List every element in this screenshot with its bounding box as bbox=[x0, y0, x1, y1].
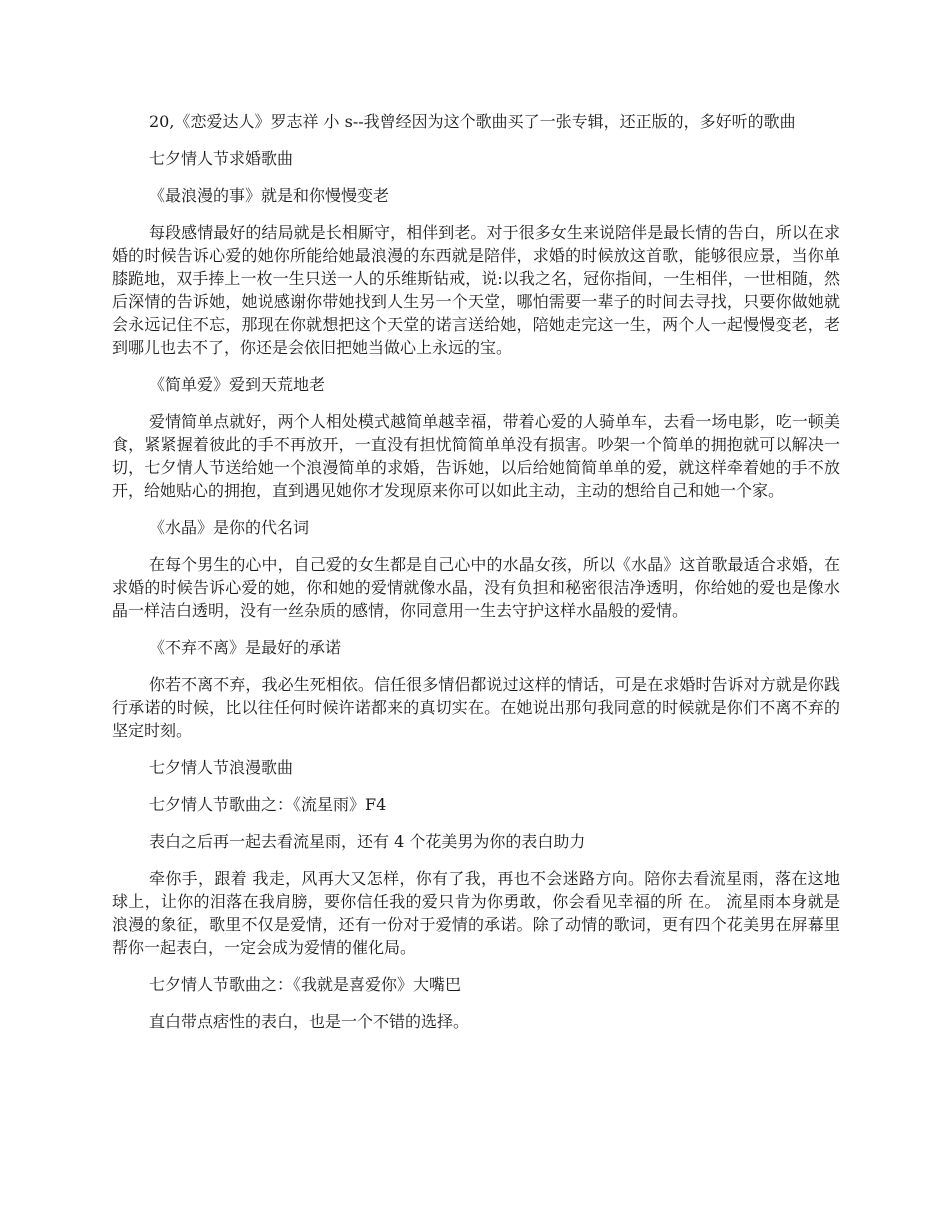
paragraph-meteor-lyrics: 牵你手，跟着 我走，风再大又怎样，你有了我，再也不会迷路方向。陪你去看流星雨，落在这地球上，让你的泪落在我肩膀，要你信任我的爱只肯为你勇敢，你会看见幸福的所 在。 流星雨本身就是浪漫的象征，歌里不仅是爱情，还有一份对于爱情的承诺。除了动情的歌词，更有四个花美男在屏幕里帮你一起表白，一定会成为爱情的催化局。 bbox=[112, 869, 840, 957]
document-page bbox=[112, 110, 840, 1047]
paragraph-i-love-you: 直白带点痞性的表白，也是一个不错的选择。 bbox=[149, 1012, 470, 1031]
song-title-never-leave: 《不弃不离》是最好的承诺 bbox=[149, 638, 342, 657]
heading-romantic-songs: 七夕情人节浪漫歌曲 bbox=[149, 758, 294, 777]
song-title-most-romantic: 《最浪漫的事》就是和你慢慢变老 bbox=[149, 186, 390, 205]
song-title-i-love-you: 七夕情人节歌曲之：《我就是喜爱你》大嘴巴 bbox=[149, 975, 462, 994]
song-title-simple-love: 《简单爱》爱到天荒地老 bbox=[149, 375, 326, 394]
paragraph-intro-song-20: 20,《恋爱达人》罗志祥 小 s--我曾经因为这个歌曲买了一张专辑，还正版的，多好听的歌曲 bbox=[149, 112, 796, 131]
song-title-meteor-shower: 七夕情人节歌曲之：《流星雨》F4 bbox=[149, 795, 387, 814]
heading-proposal-songs: 七夕情人节求婚歌曲 bbox=[149, 149, 294, 168]
song-title-crystal: 《水晶》是你的代名词 bbox=[149, 518, 310, 537]
paragraph-never-leave: 你若不离不弃，我必生死相依。信任很多情侣都说过这样的情话，可是在求婚时告诉对方就是你践行承诺的时候，比以往任何时候许诺都来的真切实在。在她说出那句我同意的时候就是你们不离不弃的坚定时刻。 bbox=[112, 675, 840, 740]
paragraph-simple-love: 爱情简单点就好，两个人相处模式越简单越幸福，带着心爱的人骑单车，去看一场电影，吃一顿美食，紧紧握着彼此的手不再放开，一直没有担忧简简单单没有损害。吵架一个简单的拥抱就可以解决一切，七夕情人节送给她一个浪漫简单的求婚，告诉她，以后给她简简单单的爱，就这样牵着她的手不放开，给她贴心的拥抱，直到遇见她你才发现原来你可以如此主动，主动的想给自己和她一个家。 bbox=[112, 412, 840, 500]
paragraph-most-romantic: 每段感情最好的结局就是长相厮守，相伴到老。对于很多女生来说陪伴是最长情的告白，所以在求婚的时候告诉心爱的她你所能给她最浪漫的东西就是陪伴，求婚的时候放这首歌，能够很应景，当你单膝跪地，双手捧上一枚一生只送一人的乐维斯钻戒，说:以我之名，冠你指间，一生相伴，一世相随，然后深情的告诉她，她说感谢你带她找到人生另一个天堂，哪怕需要一辈子的时间去寻找，只要你做她就会永远记住不忘，那现在你就想把这个天堂的诺言送给她，陪她走完这一生，两个人一起慢慢变老，老到哪儿也去不了，你还是会依旧把她当做心上永远的宝。 bbox=[112, 223, 840, 357]
paragraph-crystal: 在每个男生的心中，自己爱的女生都是自己心中的水晶女孩，所以《水晶》这首歌最适合求婚，在求婚的时候告诉心爱的她，你和她的爱情就像水晶，没有负担和秘密很洁净透明，你给她的爱也是像水晶一样洁白透明，没有一丝杂质的感情，你同意用一生去守护这样水晶般的爱情。 bbox=[112, 555, 840, 620]
paragraph-meteor-summary: 表白之后再一起去看流星雨，还有 4 个花美男为你的表白助力 bbox=[149, 832, 586, 851]
